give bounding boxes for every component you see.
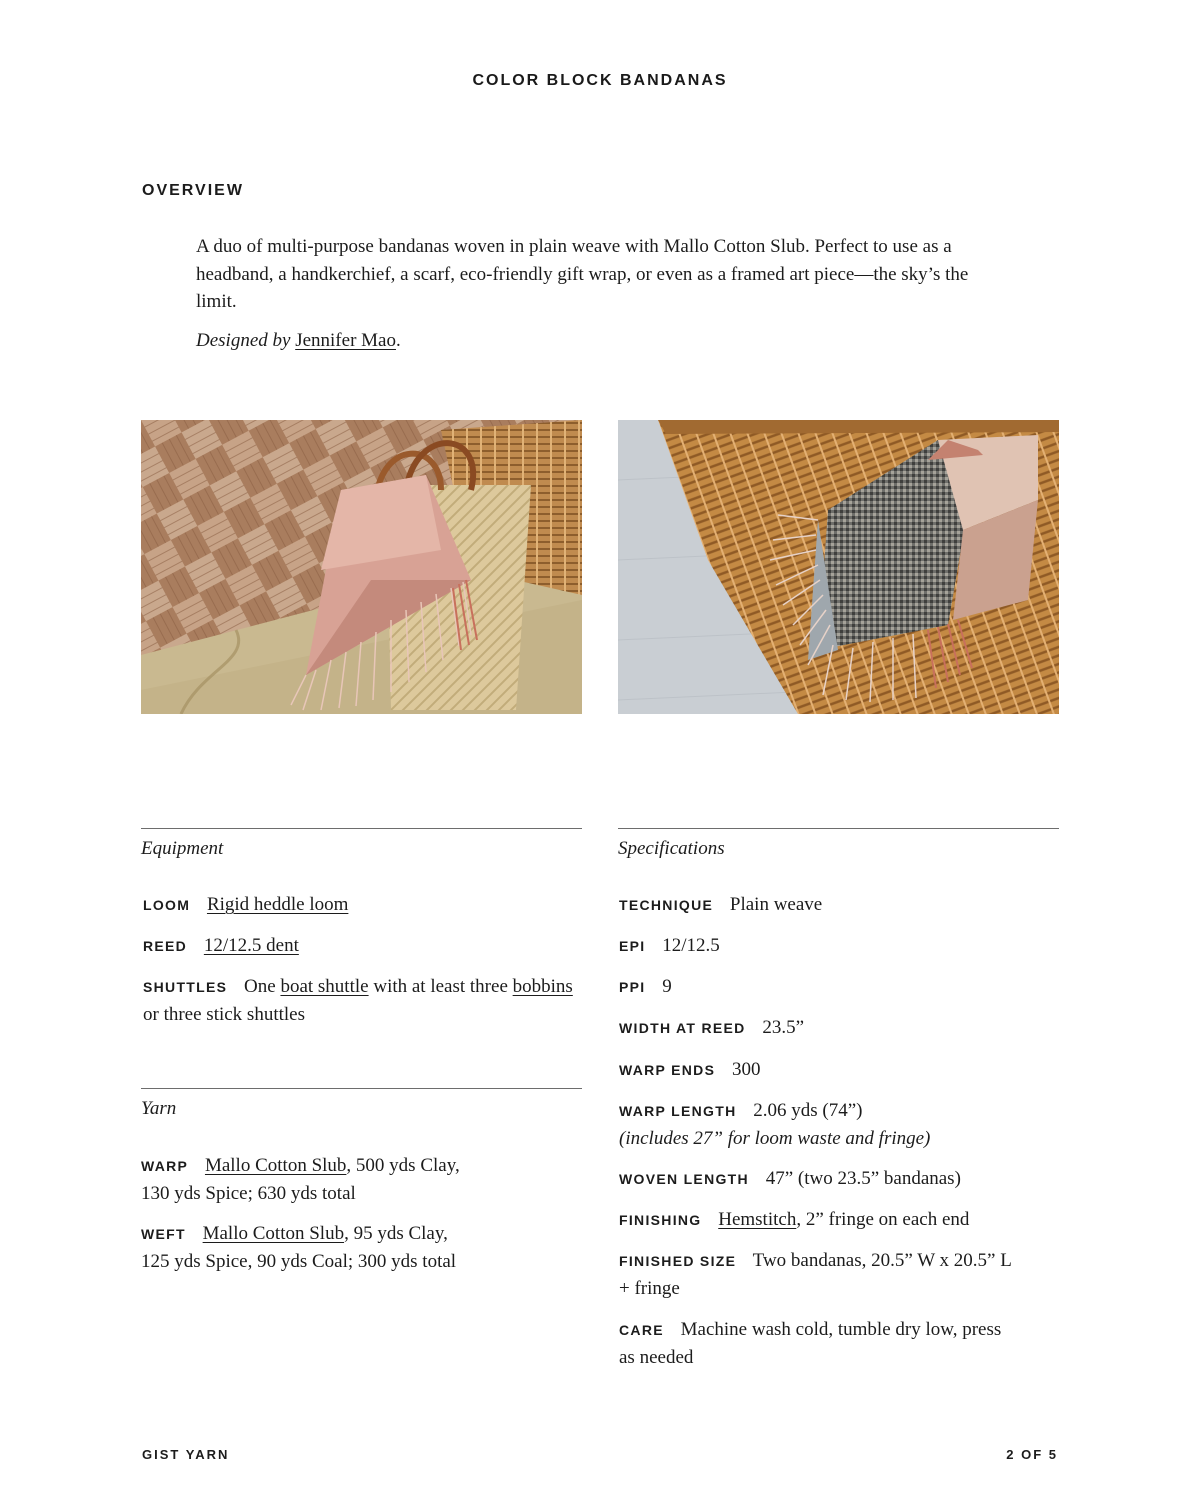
overview-heading: OVERVIEW — [142, 182, 244, 199]
credit-prefix: Designed by — [196, 330, 291, 351]
bandana-bench-photo — [618, 420, 1059, 714]
spec-finishing — [619, 1206, 1059, 1234]
footer-brand: GIST YARN — [142, 1447, 230, 1462]
spec-label: TECHNIQUE — [619, 897, 714, 913]
spec-value-continued: + fringe — [619, 1278, 680, 1299]
reed-link[interactable]: 12/12.5 dent — [203, 935, 299, 956]
shuttles-text: One — [244, 976, 276, 997]
spec-warp-length — [619, 1097, 1059, 1152]
spec-warp — [141, 1152, 581, 1207]
spec-value: 23.5” — [762, 1017, 804, 1038]
spec-epi — [619, 932, 1059, 960]
spec-value: 300 — [731, 1059, 761, 1080]
spec-ppi — [619, 973, 1059, 1001]
weft-amounts: , 95 yds Clay, — [344, 1223, 448, 1244]
yarn-heading: Yarn — [141, 1098, 177, 1119]
spec-care — [619, 1316, 1059, 1371]
specifications-heading: Specifications — [618, 838, 725, 859]
loom-link[interactable]: Rigid heddle loom — [206, 894, 349, 915]
specifications-divider — [618, 828, 1059, 829]
equipment-heading: Equipment — [141, 838, 224, 859]
warp-amounts: , 500 yds Clay, — [346, 1155, 460, 1176]
spec-value-continued: as needed — [619, 1347, 694, 1368]
spec-woven-length — [619, 1165, 1059, 1193]
bandana-bench-illustration — [618, 420, 1059, 714]
boat-shuttle-link[interactable]: boat shuttle — [280, 976, 369, 997]
shuttles-text: or three stick shuttles — [143, 1004, 305, 1025]
weft-yarn-link[interactable]: Mallo Cotton Slub — [202, 1223, 345, 1244]
overview-description: A duo of multi-purpose bandanas woven in plain weave with Mallo Cotton Slub. Perfect to use as a headband, a handkerchief, a scarf, eco-friendly gift wrap, or even as a framed art piece—the sky’s the limit. — [196, 236, 969, 312]
spec-value: Two bandanas, 20.5” W x 20.5” L — [752, 1250, 1012, 1271]
spec-label: WEFT — [141, 1226, 186, 1242]
weft-amounts-total: 125 yds Spice, 90 yds Coal; 300 yds total — [141, 1251, 457, 1272]
spec-note: (includes 27” for loom waste and fringe) — [619, 1128, 931, 1149]
spec-finished-size — [619, 1247, 1059, 1302]
spec-label: SHUTTLES — [143, 979, 228, 995]
spec-shuttles — [143, 973, 583, 1028]
spec-label: WARP LENGTH — [619, 1103, 737, 1119]
page-number: 2 OF 5 — [1006, 1447, 1058, 1462]
spec-weft — [141, 1220, 581, 1275]
bobbins-link[interactable]: bobbins — [512, 976, 573, 997]
spec-label: CARE — [619, 1322, 664, 1338]
spec-value: , 2” fringe on each end — [796, 1209, 970, 1230]
credit-suffix: . — [395, 330, 401, 351]
spec-label: PPI — [619, 979, 646, 995]
spec-value: 47” (two 23.5” bandanas) — [765, 1168, 961, 1189]
spec-label: FINISHING — [619, 1212, 702, 1228]
spec-label: WARP ENDS — [619, 1062, 716, 1078]
yarn-divider — [141, 1088, 582, 1089]
spec-label: WARP — [141, 1158, 189, 1174]
spec-value: Plain weave — [729, 894, 823, 915]
spec-label: LOOM — [143, 897, 191, 913]
spec-value: 12/12.5 — [662, 935, 720, 956]
spec-label: WIDTH AT REED — [619, 1020, 746, 1036]
designer-link[interactable]: Jennifer Mao — [295, 330, 396, 351]
spec-value: Machine wash cold, tumble dry low, press — [680, 1319, 1002, 1340]
document-title: COLOR BLOCK BANDANAS — [472, 72, 728, 89]
spec-label: WOVEN LENGTH — [619, 1171, 749, 1187]
designer-credit — [196, 330, 401, 352]
spec-width-at-reed — [619, 1014, 1059, 1042]
spec-label: REED — [143, 938, 188, 954]
spec-warp-ends — [619, 1056, 1059, 1084]
spec-loom — [143, 891, 583, 919]
spec-value: 9 — [662, 976, 672, 997]
spec-label: EPI — [619, 938, 646, 954]
warp-amounts-total: 130 yds Spice; 630 yds total — [141, 1183, 356, 1204]
spec-technique — [619, 891, 1059, 919]
spec-reed — [143, 932, 583, 960]
spec-value: 2.06 yds (74”) — [753, 1100, 863, 1121]
hemstitch-link[interactable]: Hemstitch — [718, 1209, 797, 1230]
bandana-basket-illustration — [141, 420, 582, 714]
shuttles-text: with at least three — [373, 976, 508, 997]
equipment-divider — [141, 828, 582, 829]
spec-label: FINISHED SIZE — [619, 1253, 737, 1269]
warp-yarn-link[interactable]: Mallo Cotton Slub — [204, 1155, 347, 1176]
bandana-basket-photo — [141, 420, 582, 714]
